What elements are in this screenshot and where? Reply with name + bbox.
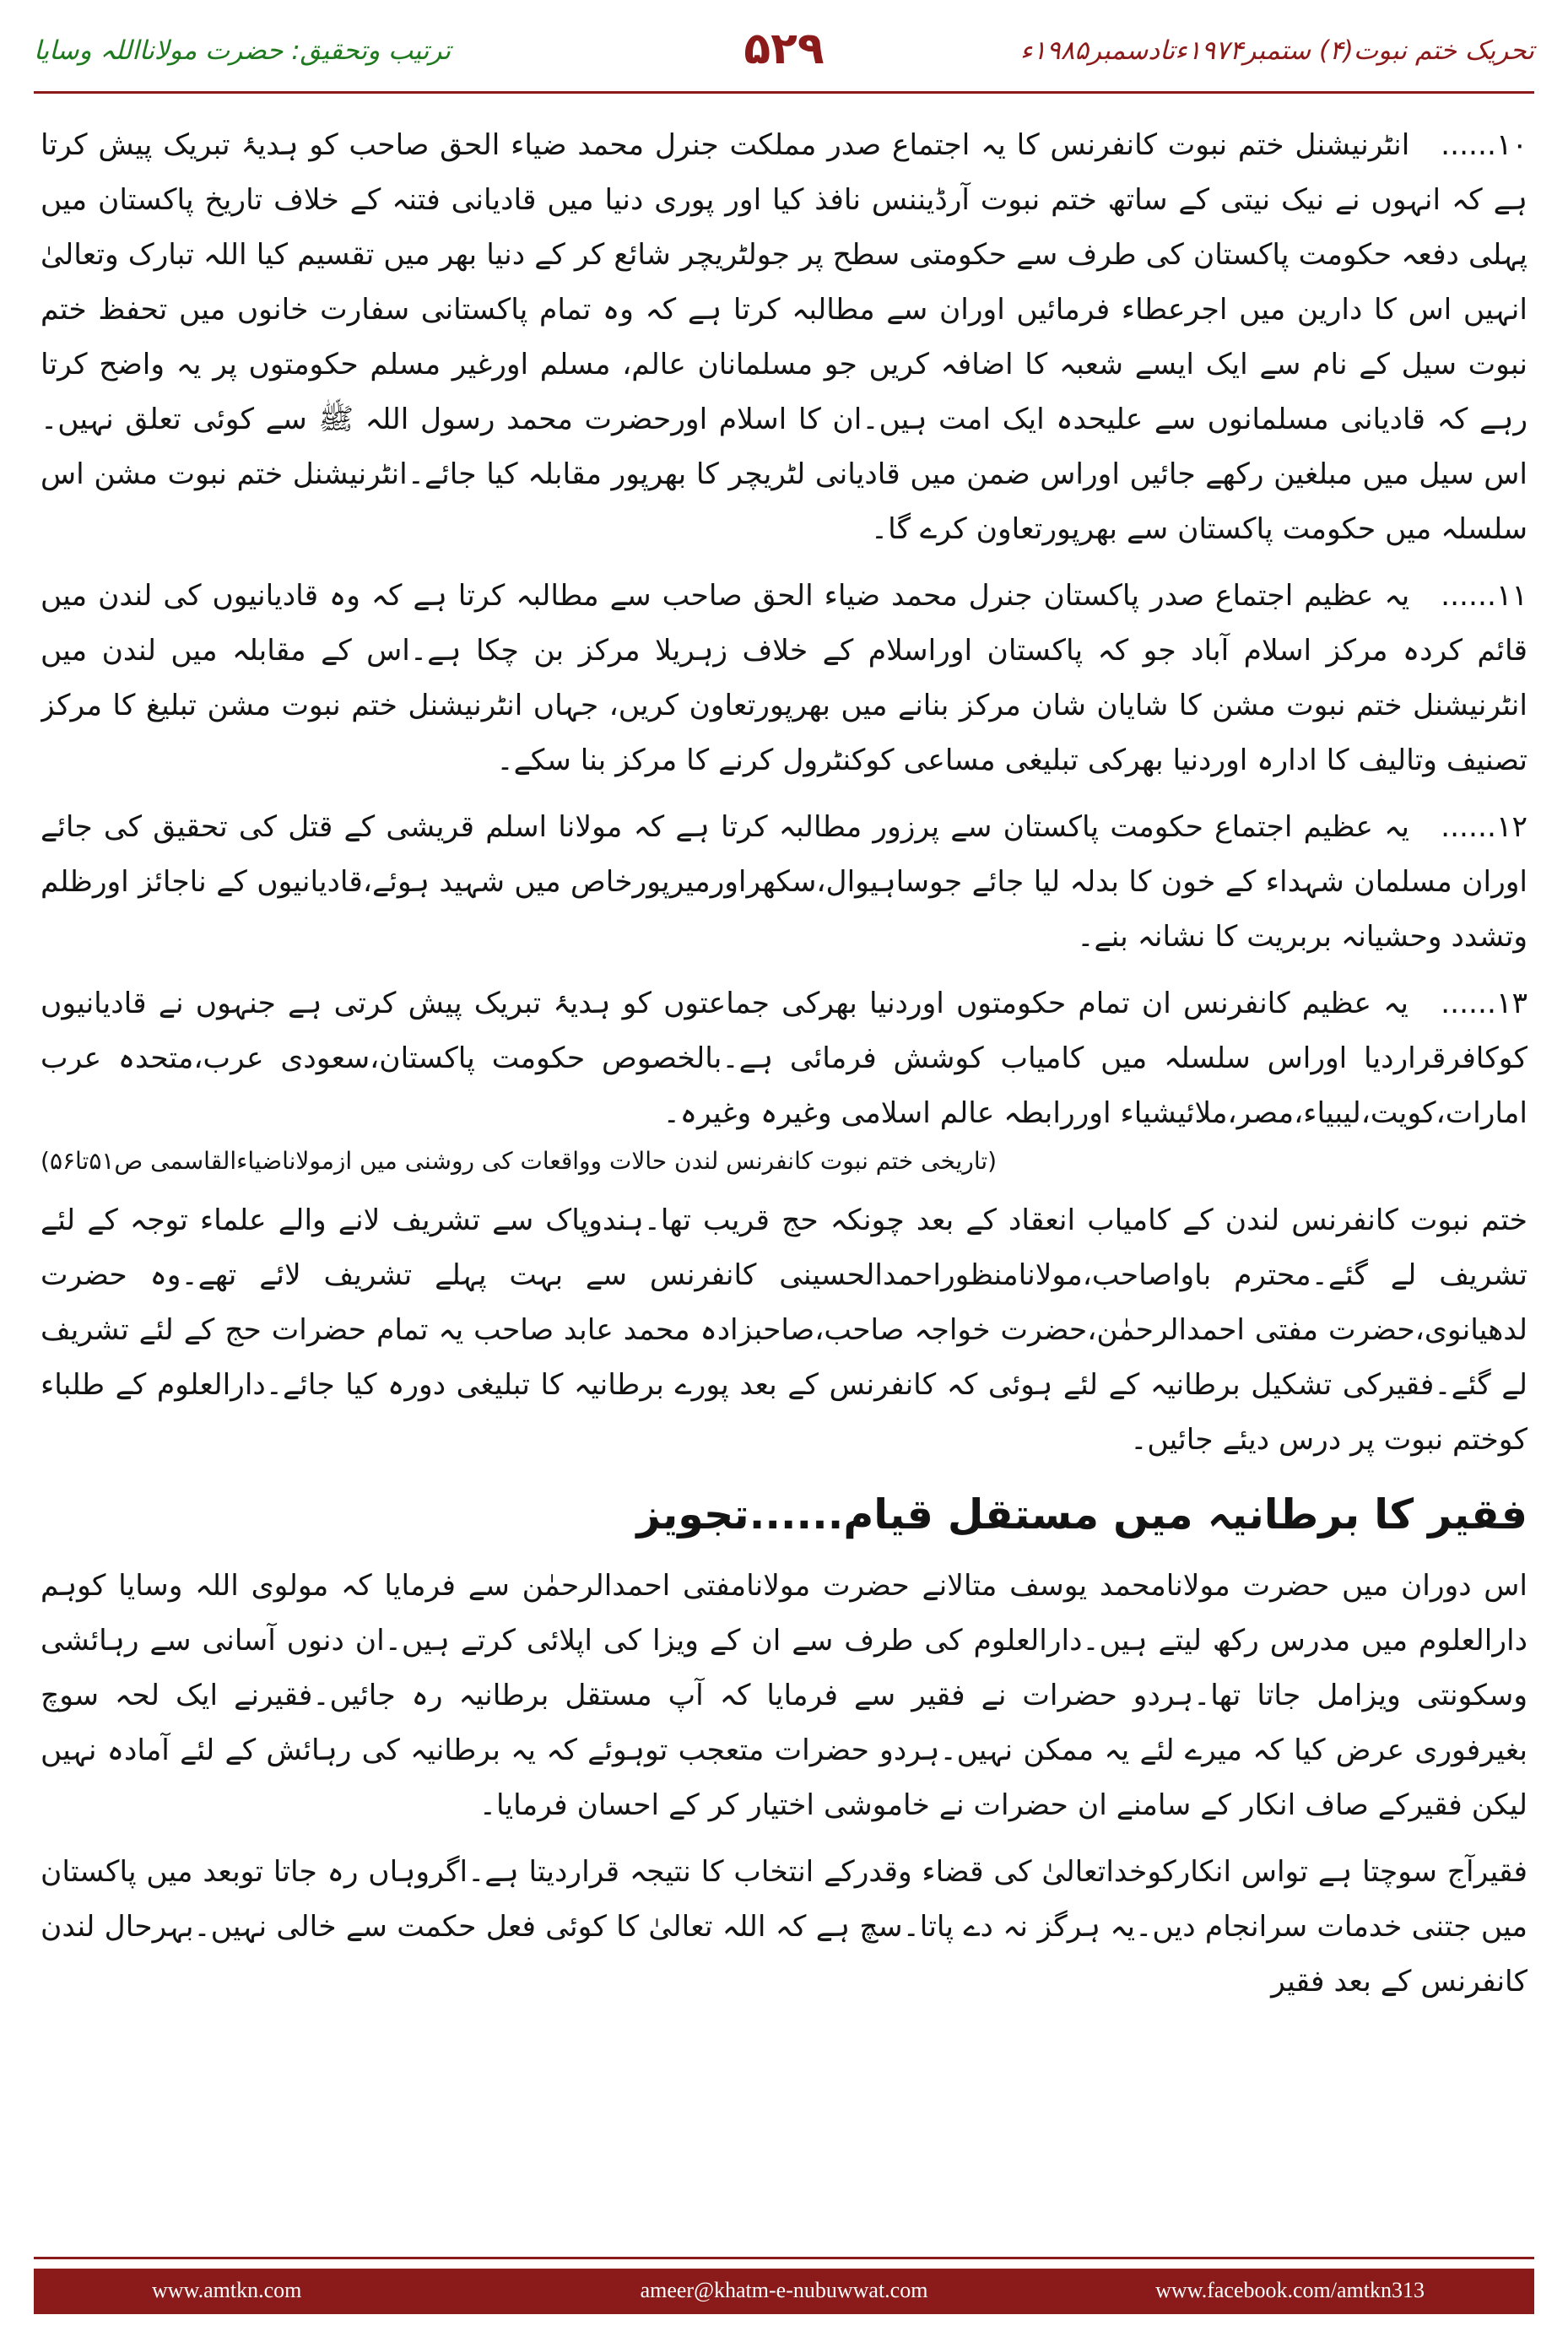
resolution-text: یہ عظیم اجتماع صدر پاکستان جنرل محمد ضیاء الحق صاحب سے مطالبہ کرتا ہے کہ وہ قادیانیوں کی لندن میں قائم کردہ مرکز اسلام آباد جو کہ پاکستان اوراسلام کے خلاف زہریلا مرکز بن چکا ہے۔اس کے مقابلہ میں لندن میں انٹرنیشنل ختم نبوت مشن کا شایان شان مرکز بنانے میں بھرپورتعاون کریں، جہاں انٹرنیشنل ختم نبوت مشن تبلیغ کا مرکز تصنیف وتالیف کا ادارہ اوردنیا بھرکی تبلیغی مساعی کوکنٹرول کرنے کا مرکز بنا سکے۔ <box>41 579 1527 777</box>
narrative-paragraph: اس دوران میں حضرت مولانامحمد یوسف متالانے حضرت مولانامفتی احمدالرحمٰن سے فرمایا کہ مولوی اللہ وسایا کوہم دارالعلوم میں مدرس رکھ لیتے ہیں۔دارالعلوم کی طرف سے ان کے ویزا کی اپلائی کرتے ہیں۔ان دنوں آسانی سے رہائشی وسکونتی ویزامل جاتا تھا۔ہردو حضرات نے فقیر سے فرمایا کہ آپ مستقل برطانیہ رہ جائیں۔فقیرنے ایک لحہ سوچ بغیرفوری عرض کیا کہ میرے لئے یہ ممکن نہیں۔ہردو حضرات متعجب توہوئے کہ یہ برطانیہ کی رہائش کے لئے آمادہ نہیں لیکن فقیرکے صاف انکار کے سامنے ان حضرات نے خاموشی اختیار کر کے احسان فرمایا۔ <box>41 1569 1527 1822</box>
section-heading: فقیر کا برطانیہ میں مستقل قیام......تجویز <box>636 1490 1527 1539</box>
resolution-text: یہ عظیم اجتماع حکومت پاکستان سے پرزور مطالبہ کرتا ہے کہ مولانا اسلم قریشی کے قتل کی تحقیق کی جائے اوران مسلمان شہداء کے خون کا بدلہ لیا جائے جوساہیوال،سکھراورمیرپورخاص میں شہید ہوئے،قادیانیوں کے ناجائز اورظلم وتشدد وحشیانہ بربریت کا نشانہ بنے۔ <box>41 810 1527 954</box>
email-link[interactable]: ameer@khatm-e-nubuwwat.com <box>640 2278 928 2302</box>
narrative-paragraph: ختم نبوت کانفرنس لندن کے کامیاب انعقاد کے بعد چونکہ حج قریب تھا۔ہندوپاک سے تشریف لانے والے علماء توجہ کے لئے تشریف لے گئے۔محترم باواصاحب،مولانامنظوراحمدالحسینی کانفرنس سے بہت پہلے تشریف لائے تھے۔وہ حضرت لدھیانوی،حضرت مفتی احمدالرحمٰن،حضرت خواجہ صاحب،صاحبزادہ محمد عابد صاحب یہ تمام حضرات حج کے لئے تشریف لے گئے۔فقیرکی تشکیل برطانیہ کے لئے ہوئی کہ کانفرنس کے بعد پورے برطانیہ کا تبلیغی دورہ کیا جائے۔دارالعلوم کے طلباء کوختم نبوت پر درس دیئے جائیں۔ <box>41 1203 1527 1457</box>
page-footer <box>34 2269 1534 2314</box>
footer-rule <box>34 2257 1534 2259</box>
resolution-text: انٹرنیشنل ختم نبوت کانفرنس کا یہ اجتماع صدر مملکت جنرل محمد ضیاء الحق صاحب کو ہدیۂ تبریک پیش کرتا ہے کہ انہوں نے نیک نیتی کے ساتھ ختم نبوت آرڈیننس نافذ کیا اور پوری دنیا میں قادیانی فتنہ کے خلاف تاریخ پاکستان میں پہلی دفعہ حکومت پاکستان کی طرف سے حکومتی سطح پر جولٹریچر شائع کر کے دنیا بھر میں تقسیم کیا اللہ تبارک وتعالیٰ انہیں اس کا دارین میں اجرعطاء فرمائیں اوران سے مطالبہ کرتا ہے کہ وہ تمام پاکستانی سفارت خانوں میں تحفظ ختم نبوت سیل کے نام سے ایک ایسے شعبہ کا اضافہ کریں جو مسلمانان عالم، مسلم اورغیر مسلم حکومتوں پر یہ واضح کرتا رہے کہ قادیانی مسلمانوں سے علیحدہ ایک امت ہیں۔ان کا اسلام اورحضرت محمد رسول اللہ ﷺ سے کوئی تعلق نہیں۔اس سیل میں مبلغین رکھے جائیں اوراس ضمن میں قادیانی لٹریچر کا بھرپور مقابلہ کیا جائے۔انٹرنیشنل ختم نبوت مشن اس سلسلہ میں حکومت پاکستان سے بھرپورتعاون کرے گا۔ <box>41 128 1527 546</box>
resolution-10 <box>41 118 1527 557</box>
resolution-text: یہ عظیم کانفرنس ان تمام حکومتوں اوردنیا بھرکی جماعتوں کو ہدیۂ تبریک پیش کرتی ہے جنہوں نے قادیانیوں کوکافرقراردیا اوراس سلسلہ میں کامیاب کوشش فرمائی ہے۔بالخصوص حکومت پاکستان،سعودی عرب،متحدہ عرب امارات،کویت،لیبیاء،مصر،ملائیشیاء اوررابطہ عالم اسلامی وغیرہ وغیرہ۔ <box>41 987 1527 1130</box>
source-reference: (تاریخی ختم نبوت کانفرنس لندن حالات وواقعات کی روشنی میں ازمولاناضیاءالقاسمی ص۵۱تا۵۶) <box>41 1147 998 1175</box>
header-rule <box>34 91 1534 94</box>
resolution-number: ۱۳...... <box>1441 987 1527 1020</box>
page-number: ۵۲۹ <box>743 24 825 74</box>
book-title: تحریک ختم نبوت(۴) ستمبر۱۹۷۴ءتادسمبر۱۹۸۵ء <box>1019 35 1534 66</box>
page-body <box>41 118 1527 2245</box>
resolution-13 <box>41 976 1527 1182</box>
resolution-number: ۱۱...... <box>1441 579 1527 613</box>
compiler-credit: ترتیب وتحقیق: حضرت مولانااللہ وسایا <box>34 35 451 66</box>
resolution-12 <box>41 800 1527 965</box>
website-link[interactable]: www.amtkn.com <box>152 2278 302 2302</box>
resolution-number: ۱۰...... <box>1441 128 1527 162</box>
facebook-link[interactable]: www.facebook.com/amtkn313 <box>1155 2278 1425 2302</box>
narrative-paragraph: فقیرآج سوچتا ہے تواس انکارکوخداتعالیٰ کی قضاء وقدرکے انتخاب کا نتیجہ قراردیتا ہے۔اگروہاں رہ جاتا توبعد میں پاکستان میں جتنی خدمات سرانجام دیں۔یہ ہرگز نہ دے پاتا۔سچ ہے کہ اللہ تعالیٰ کا کوئی فعل حکمت سے خالی نہیں۔بہرحال لندن کانفرنس کے بعد فقیر <box>41 1855 1527 1999</box>
resolution-11 <box>41 569 1527 788</box>
page-header <box>34 24 1534 83</box>
resolution-number: ۱۲...... <box>1441 810 1527 844</box>
